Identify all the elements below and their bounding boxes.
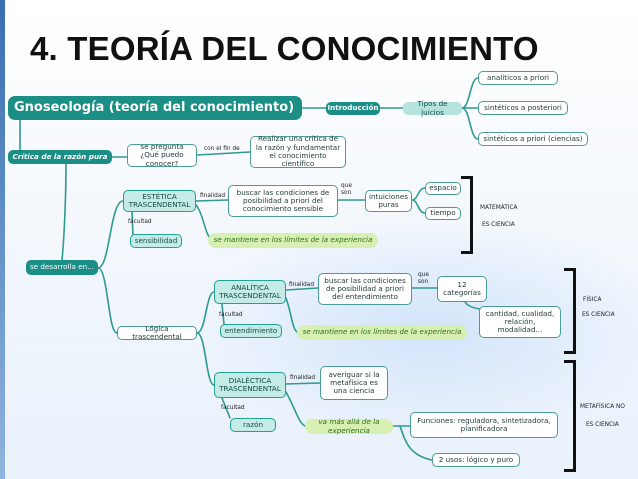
node-se-desarrolla-en[interactable]: se desarrolla en... [26, 260, 98, 275]
node-logica-trascendental[interactable]: Lógica trascendental [117, 326, 197, 340]
label-finalidad-1: finalidad [200, 193, 226, 199]
node-realizar-critica[interactable]: Realizar una crítica de la razón y fundamentar el conocimiento científico [250, 136, 346, 168]
connector-desarrolla-logica [98, 268, 117, 333]
node-buscar-condiciones-entendimiento[interactable]: buscar las condiciones de posibilidad a priori del entendimiento [318, 273, 412, 305]
slide-title: 4. TEORÍA DEL CONOCIMIENTO [30, 30, 539, 67]
node-critica-razon-pura[interactable]: Crítica de la razón pura [8, 150, 112, 164]
label-finalidad-2: finalidad [289, 282, 315, 288]
node-introduccion[interactable]: Introducción [326, 102, 380, 115]
connector-tipos-sinteticos-priori [462, 108, 478, 139]
node-root-gnoseologia[interactable]: Gnoseología (teoría del conocimiento) [8, 96, 302, 120]
node-sinteticos-a-posteriori[interactable]: sintéticos a posteriori [478, 101, 568, 115]
label-matematica-es-ciencia: ES CIENCIA [482, 222, 515, 228]
node-funciones[interactable]: Funciones: reguladora, sintetizadora, planificadora [410, 412, 558, 438]
node-entendimiento[interactable]: entendimiento [220, 324, 282, 338]
node-razon[interactable]: razón [230, 418, 276, 432]
bracket-fisica [564, 268, 576, 354]
node-averiguar-metafisica[interactable]: averiguar si la metafísica es una ciencia [320, 366, 388, 400]
bracket-matematica [461, 176, 473, 254]
node-2-usos[interactable]: 2 usos: lógico y puro [432, 453, 520, 467]
label-fisica: FÍSICA [583, 297, 602, 303]
connector-estetica-buscar1 [196, 200, 228, 201]
label-metafisica-no: METAFÍSICA NO [580, 404, 625, 410]
node-dialectica-trascendental[interactable]: DIALÉCTICA TRASCENDENTAL [214, 372, 286, 398]
bracket-metafisica [564, 360, 576, 472]
label-con-el-fin-de: con el fin de [204, 146, 240, 152]
connector-intuiciones-espacio [412, 188, 425, 200]
node-12-categorias[interactable]: 12 categorías [437, 276, 487, 302]
label-facultad-1: facultad [128, 219, 152, 225]
label-metafisica-es-ciencia: ES CIENCIA [586, 422, 619, 428]
connector-dialectica-mas-alla [286, 392, 305, 426]
label-finalidad-3: finalidad [290, 375, 316, 381]
node-estetica-trascendental[interactable]: ESTÉTICA TRASCENDENTAL [123, 190, 196, 212]
node-se-pregunta[interactable]: se pregunta ¿Qué puedo conocer? [127, 144, 197, 167]
node-tiempo[interactable]: tiempo [425, 207, 461, 220]
node-sinteticos-a-priori[interactable]: sintéticos a priori (ciencias) [478, 132, 588, 146]
node-analitica-trascendental[interactable]: ANALÍTICA TRASCENDENTAL [214, 280, 286, 304]
label-fisica-es-ciencia: ES CIENCIA [582, 312, 615, 318]
node-espacio[interactable]: espacio [425, 182, 461, 195]
connector-desarrolla-estetica [98, 201, 123, 268]
node-buscar-condiciones-sensible[interactable]: buscar las condiciones de posibilidad a priori del conocimiento sensible [228, 185, 338, 217]
label-facultad-2: facultad [219, 312, 243, 318]
node-sensibilidad[interactable]: sensibilidad [130, 234, 182, 248]
node-intuiciones-puras[interactable]: intuiciones puras [365, 190, 412, 212]
connector-tipos-analiticos [462, 78, 478, 108]
label-que-son-2: que son [418, 272, 429, 285]
connector-dialectica-averiguar [286, 383, 320, 384]
node-limites-experiencia-1[interactable]: se mantiene en los límites de la experiencia [208, 233, 378, 248]
connector-critica-desarrolla [62, 162, 66, 260]
node-tipos-de-juicios[interactable]: Tipos de juicios [403, 102, 462, 115]
connector-logica-dialectica [197, 333, 214, 385]
label-facultad-3: facultad [221, 405, 245, 411]
node-mas-alla-experiencia[interactable]: va más allá de la experiencia [305, 419, 393, 434]
label-que-son-1: que son [341, 183, 352, 196]
connector-analitica-limites2 [286, 298, 297, 332]
node-limites-experiencia-2[interactable]: se mantiene en los límites de la experiencia [297, 325, 467, 340]
node-cantidad-cualidad[interactable]: cantidad, cualidad, relación, modalidad... [479, 306, 561, 338]
label-matematica: MATEMÁTICA [480, 205, 518, 211]
connector-logica-analitica [197, 292, 214, 333]
connector-intuiciones-tiempo [412, 200, 425, 213]
node-analiticos-a-priori[interactable]: analíticos a priori [478, 71, 558, 85]
